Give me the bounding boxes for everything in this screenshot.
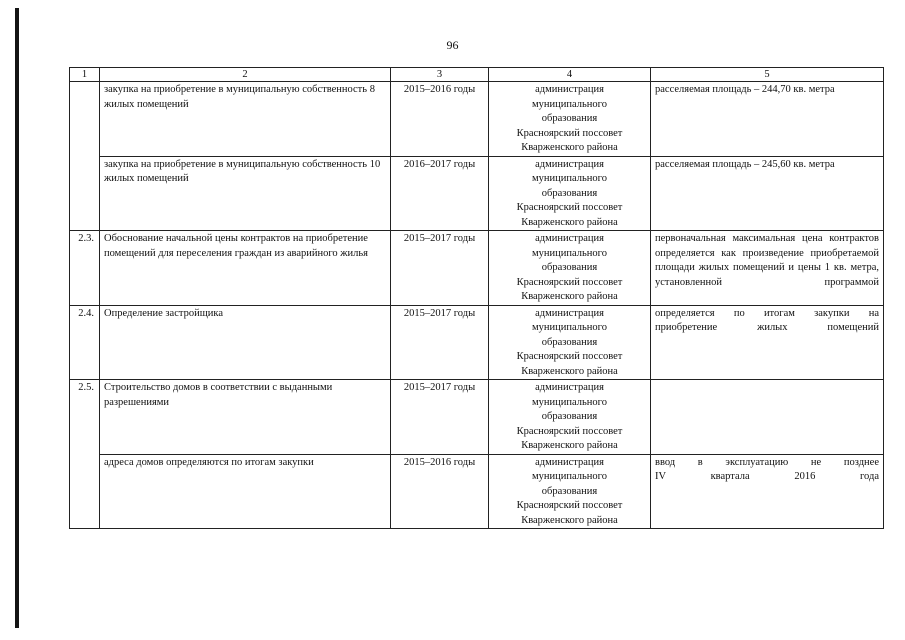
table-row	[70, 82, 884, 157]
responsible-line: Красноярский поссовет	[516, 276, 623, 288]
task-cell: Строительство домов в соответствии с выданными разрешениями	[100, 380, 391, 455]
col-header-2: 2	[100, 68, 391, 82]
row-number: 2.3.	[70, 231, 100, 306]
responsible-line: Красноярский поссовет	[516, 127, 623, 139]
result-text: определяется по итогам закупки на	[655, 307, 879, 319]
responsible-line: образования	[541, 113, 598, 124]
responsible-line: Кварженского района	[521, 142, 618, 153]
result-cell	[651, 231, 884, 306]
responsible-line: администрация	[535, 382, 604, 393]
responsible-line: администрация	[535, 84, 604, 95]
result-text-last: установленной программой	[655, 276, 879, 288]
responsible-line: Красноярский поссовет	[516, 351, 623, 362]
row-number	[70, 82, 100, 231]
result-cell	[651, 380, 884, 455]
task-cell: закупка на приобретение в муниципальную собственность 8 жилых помещений	[100, 82, 391, 157]
table-row	[70, 454, 884, 529]
table-row	[70, 231, 884, 306]
result-text: ввод в эксплуатацию не позднее	[655, 456, 879, 468]
responsible-line: муниципального	[532, 173, 607, 184]
responsible-line: Красноярский поссовет	[516, 425, 623, 437]
col-header-1: 1	[70, 68, 100, 82]
header-row	[70, 68, 884, 82]
result-cell: расселяемая площадь – 245,60 кв. метра	[651, 156, 884, 231]
responsible-cell	[489, 454, 651, 529]
col-header-4: 4	[489, 68, 651, 82]
result-text: первоначальная максимальная цена контрактов определяется как произведение приобретаемой площади жилых помещений и цены 1 кв. метра,	[655, 233, 879, 273]
period-cell: 2016–2017 годы	[391, 156, 489, 231]
col-header-5: 5	[651, 68, 884, 82]
table-row	[70, 380, 884, 455]
responsible-line: образования	[541, 336, 598, 348]
result-cell: расселяемая площадь – 244,70 кв. метра	[651, 82, 884, 157]
responsible-line: администрация	[535, 158, 604, 170]
result-cell	[651, 305, 884, 380]
program-table	[69, 67, 884, 529]
responsible-line: муниципального	[532, 247, 607, 259]
responsible-line: муниципального	[532, 98, 607, 110]
responsible-line: Кварженского района	[521, 365, 618, 377]
responsible-line: муниципального	[532, 322, 607, 333]
responsible-cell	[489, 82, 651, 157]
responsible-line: администрация	[535, 456, 604, 468]
responsible-line: образования	[541, 485, 598, 497]
period-cell: 2015–2017 годы	[391, 305, 489, 380]
responsible-cell	[489, 231, 651, 306]
binding-edge	[15, 8, 19, 628]
responsible-line: Кварженского района	[521, 440, 618, 451]
page-number: 96	[446, 38, 459, 52]
table-row	[70, 305, 884, 380]
responsible-line: образования	[541, 411, 598, 422]
result-cell	[651, 454, 884, 529]
task-cell: Обоснование начальной цены контрактов на приобретение помещений для переселения граждан из аварийного жилья	[100, 231, 391, 306]
period-cell: 2015–2016 годы	[391, 82, 489, 157]
row-number: 2.4.	[70, 305, 100, 380]
responsible-cell	[489, 156, 651, 231]
responsible-line: Кварженского района	[521, 291, 618, 302]
result-text-last: IV квартала 2016 года	[655, 471, 879, 482]
responsible-cell	[489, 380, 651, 455]
task-cell: Определение застройщика	[100, 305, 391, 380]
responsible-cell	[489, 305, 651, 380]
period-cell: 2015–2016 годы	[391, 454, 489, 529]
table-row	[70, 156, 884, 231]
responsible-line: Красноярский поссовет	[516, 500, 623, 511]
responsible-line: Кварженского района	[521, 514, 618, 526]
responsible-line: Кварженского района	[521, 216, 618, 228]
period-cell: 2015–2017 годы	[391, 231, 489, 306]
responsible-line: Красноярский поссовет	[516, 202, 623, 213]
result-text-last: приобретение жилых помещений	[655, 322, 879, 333]
row-number: 2.5.	[70, 380, 100, 529]
responsible-line: администрация	[535, 233, 604, 244]
col-header-3: 3	[391, 68, 489, 82]
task-cell: закупка на приобретение в муниципальную собственность 10 жилых помещений	[100, 156, 391, 231]
period-cell: 2015–2017 годы	[391, 380, 489, 455]
responsible-line: образования	[541, 187, 598, 199]
responsible-line: муниципального	[532, 396, 607, 408]
responsible-line: администрация	[535, 307, 604, 319]
responsible-line: муниципального	[532, 471, 607, 482]
task-cell: адреса домов определяются по итогам закупки	[100, 454, 391, 529]
responsible-line: образования	[541, 262, 598, 273]
